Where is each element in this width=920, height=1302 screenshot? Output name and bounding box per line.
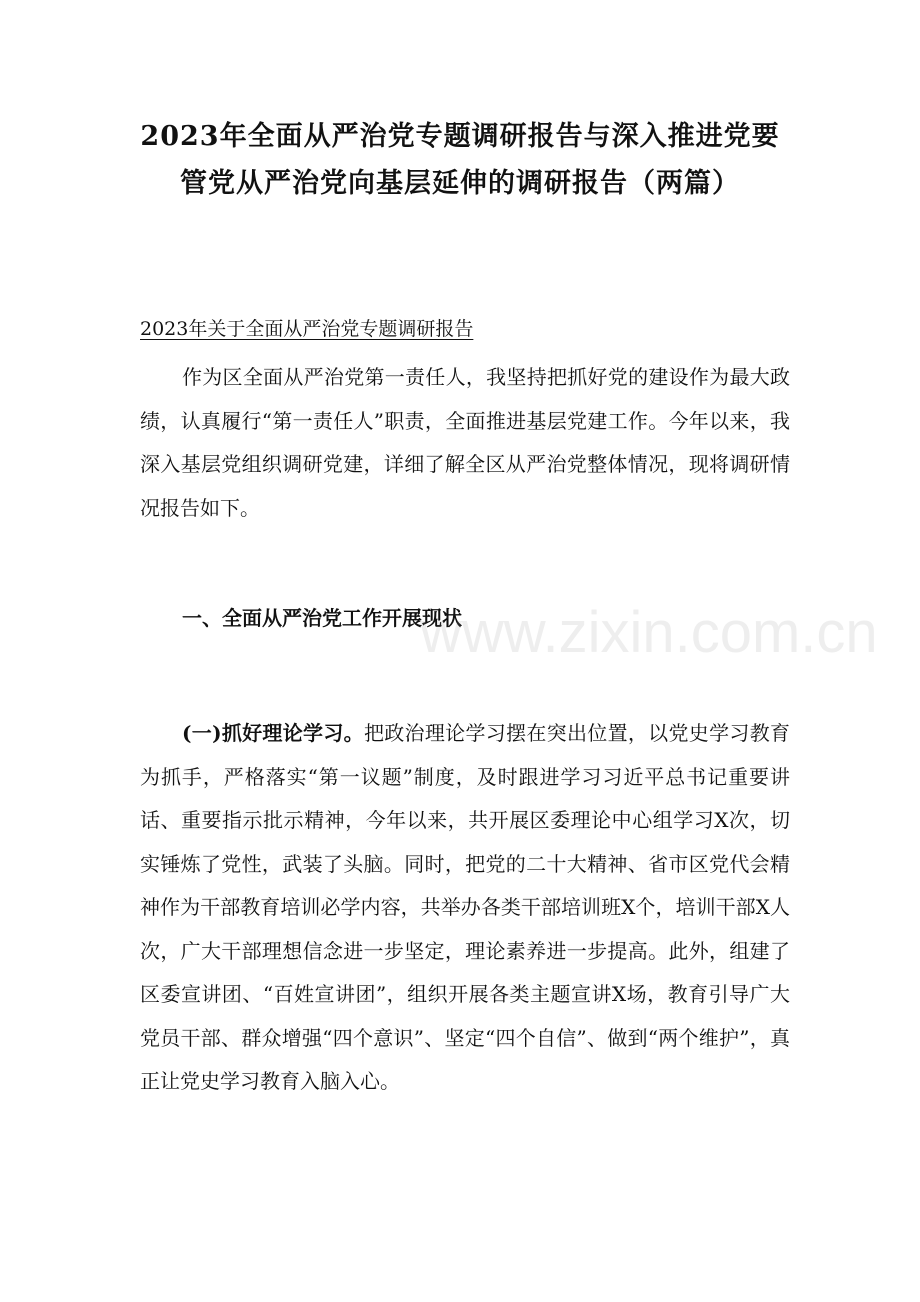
report-subtitle: 2023年关于全面从严治党专题调研报告 xyxy=(140,318,474,340)
intro-paragraph: 作为区全面从严治党第一责任人，我坚持把抓好党的建设作为最大政绩，认真履行“第一责任人”职责，全面推进基层党建工作。今年以来，我深入基层党组织调研党建，详细了解全区从严治党整体情况，现将调研情况报告如下。 xyxy=(140,365,790,520)
section1-paragraph xyxy=(140,712,790,1104)
section-heading: 一、全面从严治党工作开展现状 xyxy=(182,606,462,630)
section1-lead: (一)抓好理论学习。 xyxy=(182,721,364,745)
section1-body: 把政治理论学习摆在突出位置，以党史学习教育为抓手，严格落实“第一议题”制度，及时跟进学习习近平总书记重要讲话、重要指示批示精神，今年以来，共开展区委理论中心组学习X次，切实锤炼了党性，武装了头脑。同时，把党的二十大精神、省市区党代会精神作为干部教育培训必学内容，共举办各类干部培训班X个，培训干部X人次，广大干部理想信念进一步坚定，理论素养进一步提高。此外，组建了区委宣讲团、“百姓宣讲团”，组织开展各类主题宣讲X场，教育引导广大党员干部、群众增强“四个意识”、坚定“四个自信”、做到“两个维护”，真正让党史学习教育入脑入心。 xyxy=(140,721,790,1093)
document-title-line-1: 2023年全面从严治党专题调研报告与深入推进党要 xyxy=(140,121,780,152)
document-title-line-2: 管党从严治党向基层延伸的调研报告（两篇） xyxy=(180,168,740,199)
watermark: www.zixin.com.cn xyxy=(420,600,878,665)
